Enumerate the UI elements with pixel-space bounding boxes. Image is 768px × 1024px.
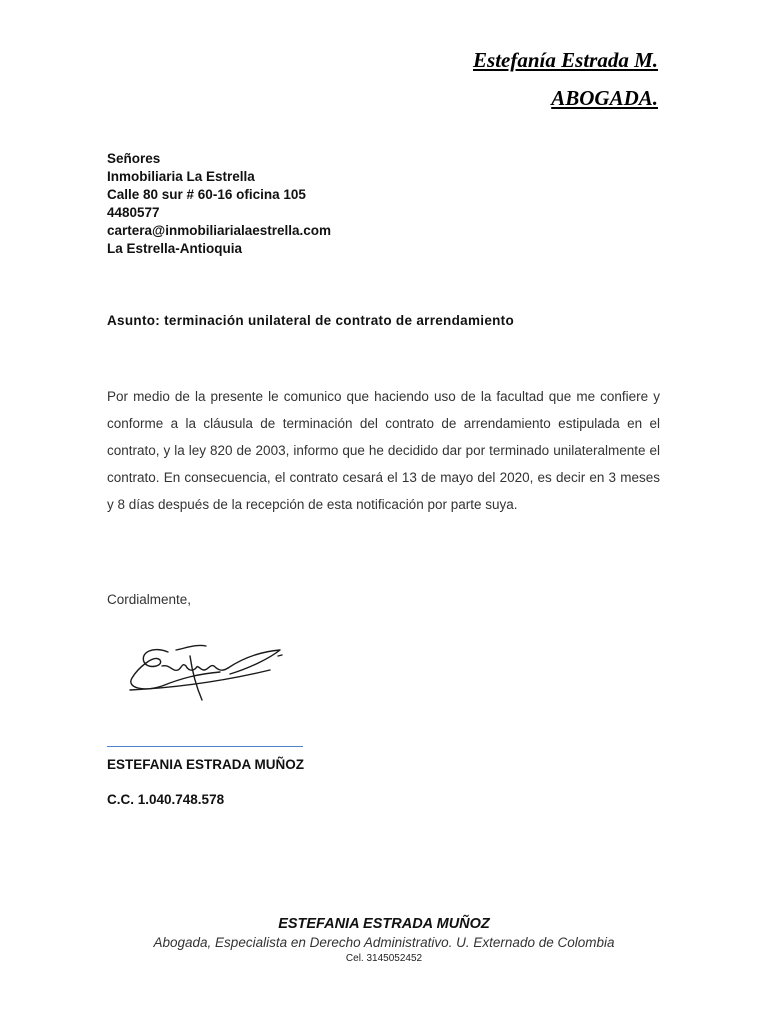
body-paragraph: Por medio de la presente le comunico que haciendo uso de la facultad que me confiere y conforme a la cláusula de terminación del contrato de arrendamiento estipulada en el contrato, y la ley 820 de 2003, informo que he decidido dar por terminado unilateralmente el contrato. En consecuencia, el contrato cesará el 13 de mayo del 2020, es decir en 3 meses y 8 días después de la recepción de esta notificación por parte suya. [107,389,660,512]
handwritten-signature [110,630,315,710]
footer-phone: Cel. 3145052452 [345,953,423,964]
recipient-block [107,150,331,258]
recipient-phone: 4480577 [107,205,160,220]
recipient-address: Calle 80 sur # 60-16 oficina 105 [107,187,306,202]
recipient-email: cartera@inmobiliarialaestrella.com [107,223,332,238]
subject-line: Asunto: terminación unilateral de contrato de arrendamiento [107,313,515,328]
signer-name: ESTEFANIA ESTRADA MUÑOZ [107,757,305,772]
footer-name: ESTEFANIA ESTRADA MUÑOZ [278,916,490,932]
signer-id: C.C. 1.040.748.578 [107,792,225,807]
letterhead-title: ABOGADA. [551,86,658,110]
footer-description: Abogada, Especialista en Derecho Administrativo. U. Externado de Colombia [153,935,615,950]
recipient-city: La Estrella-Antioquia [107,241,243,256]
recipient-salutation: Señores [107,151,161,166]
letterhead-name: Estefanía Estrada M. [473,48,658,72]
recipient-company: Inmobiliaria La Estrella [107,169,255,184]
signature-line [107,746,303,747]
footer [0,915,768,966]
closing: Cordialmente, [107,592,192,607]
